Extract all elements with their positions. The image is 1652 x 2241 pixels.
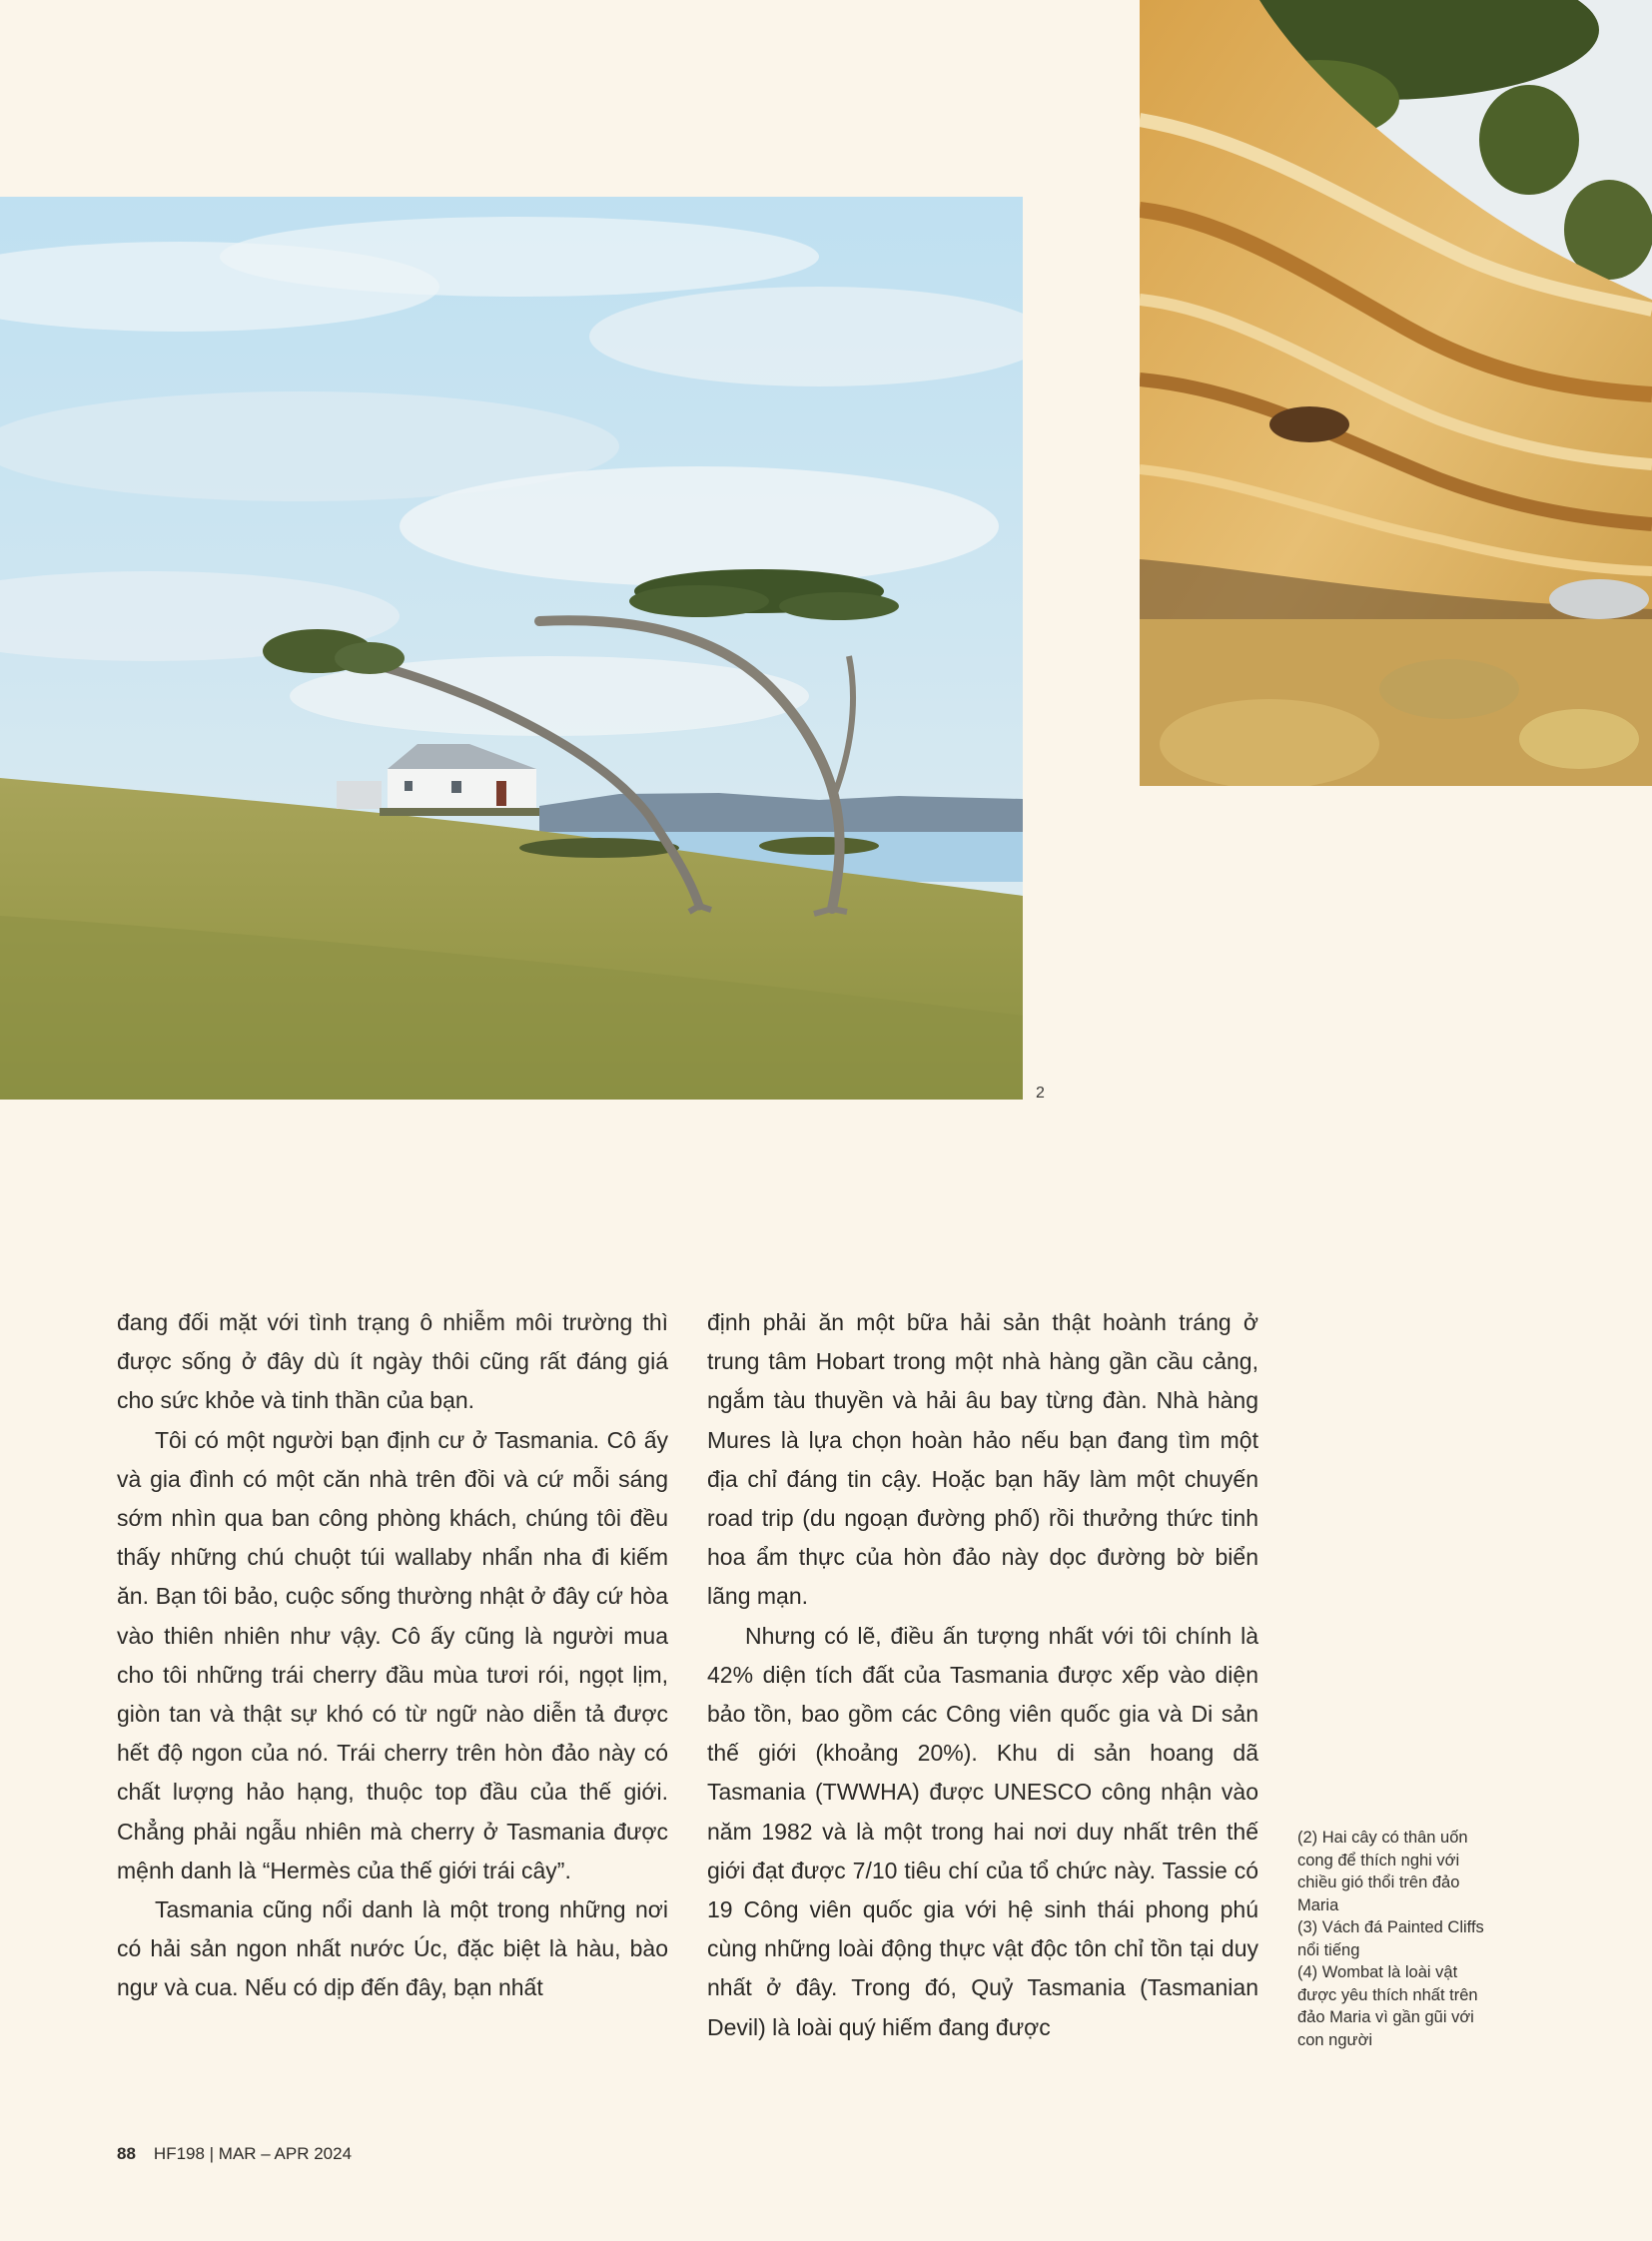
photo-windswept-trees	[0, 197, 1023, 1100]
photo-painted-cliffs	[1140, 0, 1652, 786]
paragraph: định phải ăn một bữa hải sản thật hoành tráng ở trung tâm Hobart trong một nhà hàng gần cầu cảng, ngắm tàu thuyền và hải âu bay từng đàn. Nhà hàng Mures là lựa chọn hoàn hảo nếu bạn đang tìm một địa chỉ đáng tin cậy. Hoặc bạn hãy làm một chuyến road trip (du ngoạn đường phố) rồi thưởng thức tinh hoa ẩm thực của hòn đảo này dọc đường bờ biển lãng mạn.	[707, 1309, 1258, 1610]
photo-captions	[1297, 1827, 1497, 2051]
caption-item: (3) Vách đá Painted Cliffs nổi tiếng	[1297, 1918, 1484, 1959]
body-column-right	[707, 1303, 1258, 2047]
caption-item: (2) Hai cây có thân uốn cong để thích nghi với chiều gió thổi trên đảo Maria	[1297, 1829, 1468, 1914]
issue-label: HF198 | MAR – APR 2024	[153, 2144, 353, 2163]
body-column-left	[117, 1303, 668, 2008]
paragraph: Tasmania cũng nổi danh là một trong những nơi có hải sản ngon nhất nước Úc, đặc biệt là hàu, bào ngư và cua. Nếu có dịp đến đây, bạn nhất	[117, 1896, 668, 2001]
page-number: 88	[117, 2144, 136, 2163]
paragraph: Tôi có một người bạn định cư ở Tasmania. Cô ấy và gia đình có một căn nhà trên đồi và cứ mỗi sáng sớm nhìn qua ban công phòng khách, chúng tôi đều thấy những chú chuột túi wallaby nhẩn nha đi kiếm ăn. Bạn tôi bảo, cuộc sống thường nhật ở đây cứ hòa vào thiên nhiên như vậy. Cô ấy cũng là người mua cho tôi những trái cherry đầu mùa tươi rói, ngọt lịm, giòn tan và thật sự khó có từ ngữ nào diễn tả được hết độ ngon của nó. Trái cherry trên hòn đảo này có chất lượng hảo hạng, thuộc top đầu của thế giới. Chẳng phải ngẫu nhiên mà cherry ở Tasmania được mệnh danh là “Hermès của thế giới trái cây”.	[117, 1426, 668, 1883]
photo-number: 2	[1036, 1085, 1045, 1102]
page-footer	[117, 2144, 352, 2164]
paragraph: Nhưng có lẽ, điều ấn tượng nhất với tôi chính là 42% diện tích đất của Tasmania được xếp vào diện bảo tồn, bao gồm các Công viên quốc gia và Di sản thế giới (khoảng 20%). Khu di sản hoang dã Tasmania (TWWHA) được UNESCO công nhận vào năm 1982 và là một trong hai nơi duy nhất trên thế giới đạt được 7/10 tiêu chí của tổ chức này. Tassie có 19 Công viên quốc gia với hệ sinh thái phong phú cùng những loài động thực vật độc tôn chỉ tồn tại duy nhất ở đây. Trong đó, Quỷ Tasmania (Tasmanian Devil) là loài quý hiếm đang được	[707, 1622, 1258, 2040]
paragraph: đang đối mặt với tình trạng ô nhiễm môi trường thì được sống ở đây dù ít ngày thôi cũng rất đáng giá cho sức khỏe và tinh thần của bạn.	[117, 1309, 668, 1414]
caption-item: (4) Wombat là loài vật được yêu thích nhất trên đảo Maria vì gần gũi với con người	[1297, 1963, 1478, 2049]
